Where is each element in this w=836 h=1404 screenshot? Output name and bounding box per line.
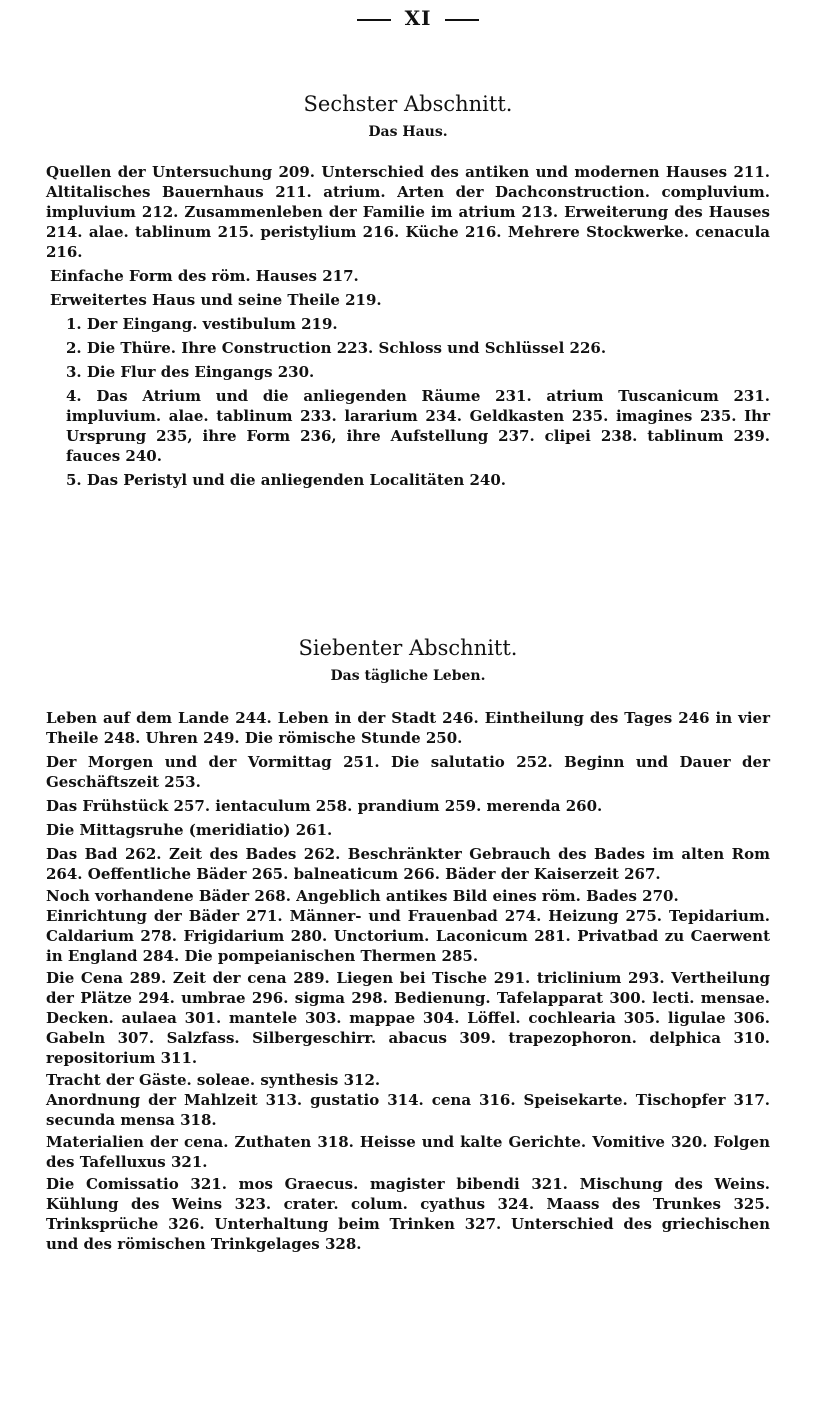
paragraph: Die Comissatio 321. mos Graecus. magister bibendi 321. Mischung des Weins. Kühlung des Weins 323. crater. colum. cyathus 324. Maass des Trunkes 325. Trinksprüche 326. Unterhaltung beim Trinken 327. Unterschied des griechischen und des römischen Trinkgelages 328. bbox=[46, 1175, 770, 1253]
list-item: 5. Das Peristyl und die anliegenden Localitäten 240. bbox=[66, 471, 507, 489]
paragraph: Der Morgen und der Vormittag 251. Die salutatio 252. Beginn und Dauer der Geschäftszeit 253. bbox=[46, 753, 770, 791]
section-title: Siebenter Abschnitt. bbox=[298, 636, 518, 660]
header-dash-left bbox=[357, 19, 391, 21]
section-sechster-abschnitt bbox=[46, 92, 770, 494]
header-dash-right bbox=[445, 19, 479, 21]
paragraph: Das Frühstück 257. ientaculum 258. prandium 259. merenda 260. bbox=[46, 797, 603, 815]
paragraph: Einfache Form des röm. Hauses 217. bbox=[50, 267, 359, 285]
page-header bbox=[0, 6, 836, 30]
page-number: XI bbox=[404, 6, 432, 30]
list-item: 1. Der Eingang. vestibulum 219. bbox=[66, 315, 338, 333]
paragraph: Materialien der cena. Zuthaten 318. Heisse und kalte Gerichte. Vomitive 320. Folgen des Tafelluxus 321. bbox=[46, 1133, 770, 1171]
paragraph: Das Bad 262. Zeit des Bades 262. Beschränkter Gebrauch des Bades im alten Rom 264. Oeffentliche Bäder 265. balneaticum 266. Bäder der Kaiserzeit 267. bbox=[46, 845, 770, 883]
paragraph: Die Mittagsruhe (meridiatio) 261. bbox=[46, 821, 333, 839]
paragraph: Erweitertes Haus und seine Theile 219. bbox=[50, 291, 382, 309]
paragraph: Einrichtung der Bäder 271. Männer- und Frauenbad 274. Heizung 275. Tepidarium. Caldarium 278. Frigidarium 280. Unctorium. Laconicum 281. Privatbad zu Caerwent in England 284. Die pompeianischen Thermen 285. bbox=[46, 907, 770, 965]
section-siebenter-abschnitt bbox=[46, 636, 770, 1254]
list-item: 2. Die Thüre. Ihre Construction 223. Schloss und Schlüssel 226. bbox=[66, 339, 607, 357]
paragraph: Quellen der Untersuchung 209. Unterschied des antiken und modernen Hauses 211. Altitalisches Bauernhaus 211. atrium. Arten der Dachconstruction. compluvium. impluvium 212. Zusammenleben der Familie im atrium 213. Erweiterung des Hauses 214. alae. tablinum 215. peristylium 216. Küche 216. Mehrere Stockwerke. cenacula 216. bbox=[46, 163, 770, 261]
section-title: Sechster Abschnitt. bbox=[303, 92, 513, 116]
paragraph: Tracht der Gäste. soleae. synthesis 312. bbox=[46, 1071, 381, 1089]
list-item: 3. Die Flur des Eingangs 230. bbox=[66, 363, 315, 381]
section-subtitle: Das tägliche Leben. bbox=[330, 668, 486, 684]
section-subtitle: Das Haus. bbox=[368, 124, 448, 140]
section-body bbox=[46, 162, 770, 490]
contents-list bbox=[46, 314, 770, 490]
paragraph: Leben auf dem Lande 244. Leben in der Stadt 246. Eintheilung des Tages 246 in vier Theile 248. Uhren 249. Die römische Stunde 250. bbox=[46, 709, 770, 747]
paragraph: Noch vorhandene Bäder 268. Angeblich antikes Bild eines röm. Bades 270. bbox=[46, 887, 679, 905]
section-body bbox=[46, 708, 770, 1254]
paragraph: Anordnung der Mahlzeit 313. gustatio 314. cena 316. Speisekarte. Tischopfer 317. secunda mensa 318. bbox=[46, 1091, 770, 1129]
paragraph: Die Cena 289. Zeit der cena 289. Liegen bei Tische 291. triclinium 293. Vertheilung der Plätze 294. umbrae 296. sigma 298. Bedienung. Tafelapparat 300. lecti. mensae. Decken. aulaea 301. mantele 303. mappae 304. Löffel. cochlearia 305. ligulae 306. Gabeln 307. Salzfass. Silbergeschirr. abacus 309. trapezophoron. delphica 310. repositorium 311. bbox=[46, 969, 770, 1067]
list-item: 4. Das Atrium und die anliegenden Räume 231. atrium Tuscanicum 231. impluvium. alae. tablinum 233. lararium 234. Geldkasten 235. imagines 235. Ihr Ursprung 235, ihre Form 236, ihre Aufstellung 237. clipei 238. tablinum 239. fauces 240. bbox=[66, 387, 770, 465]
